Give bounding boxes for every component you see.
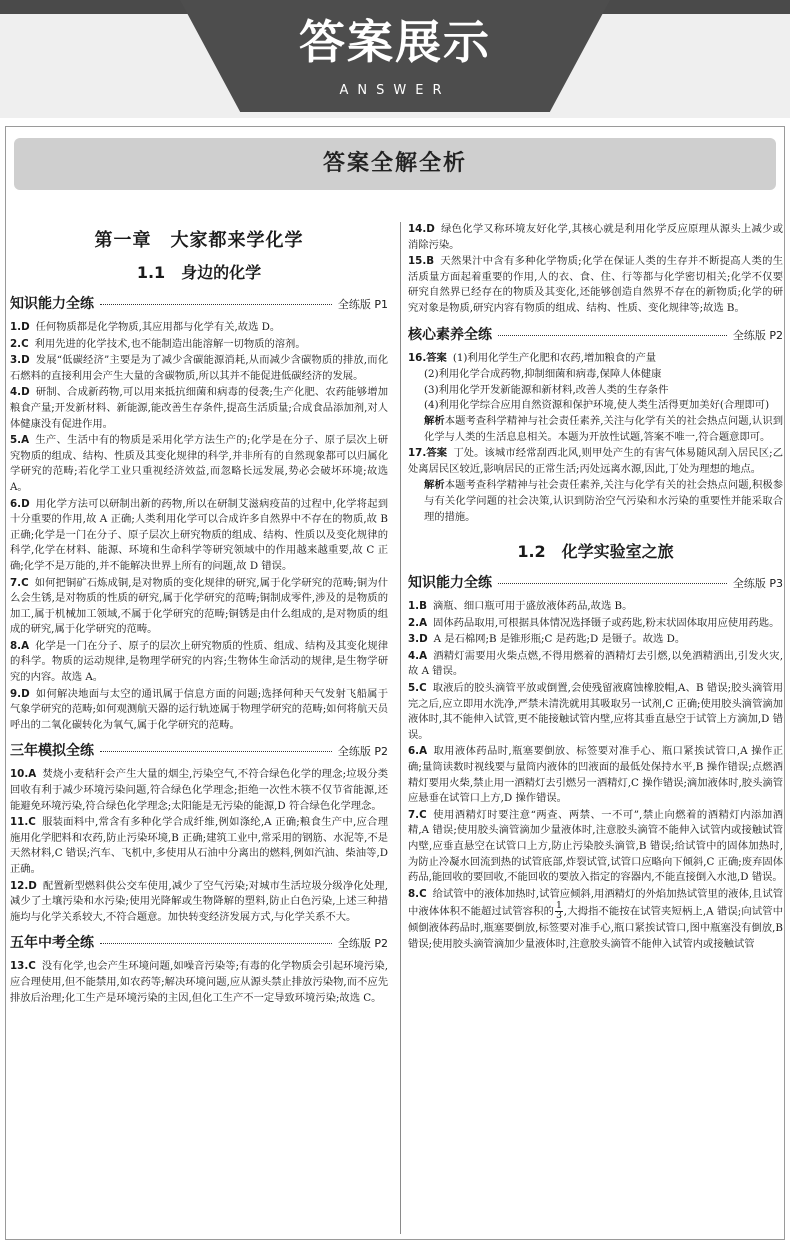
answer-text: 酒精灯需要用火柴点燃,不得用燃着的酒精灯去引燃,以免酒精洒出,引发火灾,故 A 错误。 (408, 649, 783, 678)
answer-item (408, 222, 783, 253)
answer-item-17 (408, 446, 783, 477)
answer-item (10, 815, 388, 877)
answer-item (10, 320, 388, 336)
answer-number: 2.C (10, 337, 29, 350)
answer-number: 4.A (408, 649, 428, 662)
answer-banner (0, 0, 790, 118)
answer-item (408, 681, 783, 743)
answer-item (408, 808, 783, 886)
answer-number: 9.D (10, 687, 30, 700)
answer-list (10, 767, 388, 925)
answer-item (408, 649, 783, 680)
answer-text: 丁处。该城市经常刮西北风,则甲处产生的有害气体易随风刮入居民区;乙处离居民区较近,影响居民的正常生活;丙处远离水源,因此,丁处为理想的地点。 (408, 447, 783, 475)
answer-item (10, 576, 388, 638)
answer-item (10, 687, 388, 734)
answer-text: 取液后的胶头滴管平放或倒置,会使残留液腐蚀橡胶帽,A、B 错误;胶头滴管用完之后,应立即用水洗净,严禁未清洗就用其吸取另一试剂,C 正确;使用胶头滴管滴加液体时,其不能伸入试管,更不能接触试管内壁,应将其垂直悬空于试管上方滴加,D 错误。 (408, 682, 783, 741)
chapter-title: 第一章 大家都来学化学 (94, 230, 304, 251)
answer-item (408, 744, 783, 806)
section-header-title: 知识能力全练 (10, 296, 94, 312)
answer-item (408, 254, 783, 316)
answer-line: (3)利用化学开发新能源和新材料,改善人类的生存条件 (424, 383, 669, 396)
answer-item (408, 632, 783, 648)
answer-text: 发展“低碳经济”主要是为了减少含碳能源消耗,从而减少含碳物质的排放,而化石燃料的直接利用会产生大量的含碳物质,所以其并不能促进低碳经济的发展。 (10, 354, 388, 382)
answer-text: 生产、生活中有的物质是采用化学方法生产的;化学是在分子、原子层次上研究物质的组成、结构、性质及其变化规律的科学,并非所有的自然现象都可以归属化学研究的范畴;若化学工业只重视经济效益,而忽略长远发展,势必会破坏环境;故选 A。 (10, 434, 388, 493)
analysis-16 (408, 414, 783, 445)
answer-text: 服装面料中,常含有多种化学合成纤维,例如涤纶,A 正确;粮食生产中,应合理施用化学肥料和农药,防止污染环境,B 正确;建筑工业中,常采用的钢筋、水泥等,不是天然材料,C 错误;汽车、飞机中,多使用从石油中分离出的燃料,例如汽油、柴油等,D 正确。 (10, 816, 388, 875)
dotted-leader (100, 304, 332, 305)
right-column (408, 222, 783, 954)
answer-item-16 (408, 351, 783, 367)
analysis-17 (408, 478, 783, 525)
section-header-title: 三年模拟全练 (10, 743, 94, 760)
answer-number: 1.D (10, 321, 30, 333)
answer-item (10, 879, 388, 926)
answer-text: 如何解决地面与太空的通讯属于信息方面的问题;选择何种天气发射飞船属于气象学研究的范畴;如何观测航天器的运行轨迹属于物理学研究的范畴;如何将航天员呼出的二氧化碳转化为氧气,属于化学研究的范畴。 (10, 687, 388, 731)
answer-number: 16. (408, 351, 427, 364)
answer-item (10, 385, 388, 432)
section-header-core (408, 324, 783, 344)
answer-number: 7.C (408, 808, 427, 821)
answer-text: 固体药品取用,可根据具体情况选择镊子或药匙,粉末状固体取用应使用药匙。 (433, 616, 780, 629)
column-divider (400, 222, 401, 1234)
answer-text: ,大拇指不能按在试管夹短柄上,A 错误;向试管中倾倒液体药品时,瓶塞要倒放,标签要对准手心,瓶口紧挨试管口,图中瓶塞没有倒放,B 错误;使用胶头滴管滴加少量液体时,注意胶头滴管不能伸入试管内或接触试管 (408, 905, 784, 950)
section-header-version: 全练版 P3 (732, 577, 783, 591)
answer-number: 13.C (10, 960, 36, 973)
dotted-leader (498, 335, 727, 336)
answer-item (10, 337, 388, 353)
answer-item (10, 433, 388, 495)
answer-text: 任何物质都是化学物质,其应用都与化学有关,故选 D。 (35, 321, 281, 333)
answer-number: 11.C (10, 816, 36, 829)
section-header-five-year (10, 932, 388, 952)
answer-label: 答案 (426, 447, 448, 460)
answer-text: 滴瓶、细口瓶可用于盛放液体药品,故选 B。 (432, 600, 633, 613)
answer-number: 17. (408, 447, 427, 460)
fraction-numerator: 1 (556, 901, 562, 912)
section-title-1-2: 1.2 化学实验室之旅 (517, 542, 674, 562)
answer-text: 给试管中的液体加热时,试管应倾斜,用酒精灯的外焰加热试管里的液体,且试管中液体体积不能超过试管容积的 (408, 887, 783, 918)
answer-number: 7.C (10, 576, 29, 589)
answer-number: 3.D (408, 633, 428, 646)
answer-text: 研制、合成新药物,可以用来抵抗细菌和病毒的侵袭;生产化肥、农药能够增加粮食产量;开发新材料、新能源,能改善生存条件,提高生活质量;合成食品添加剂,对人体健康没有促进作用。 (10, 386, 388, 430)
answer-text: 天然果汁中含有多种化学物质;化学在保证人类的生存并不断提高人类的生活质量方面起着重要的作用,人的衣、食、住、行等都与化学密切相关;化学不仅要研究自然界已经存在的物质及其变化,还能够创造自然界不存在的新物质;化学的研究对象是物质,研究内容有物质的组成、结构、性质、变化规律等;故选 B。 (408, 255, 783, 314)
answer-number: 4.D (10, 386, 30, 399)
answer-item (10, 639, 388, 686)
analysis-text: 本题考查科学精神与社会责任素养,关注与化学有关的社会热点问题,认识到化学与人类的生活息息相关。本题为开放性试题,答案不唯一,符合题意即可。 (424, 414, 784, 443)
section-title-1-1: 1.1 身边的化学 (136, 263, 262, 282)
section-header-version: 全练版 P2 (337, 745, 388, 759)
banner-subtitle: ANSWER (339, 83, 451, 98)
answer-text: 焚烧小麦秸秆会产生大量的烟尘,污染空气,不符合绿色化学的理念;垃圾分类回收有利于减少环境污染问题,符合绿色化学理念;拒绝一次性木筷不仅节省能源,还能避免环境污染,符合绿色化学理念;太阳能是无污染的能源,D 符合绿色化学理念。 (10, 768, 388, 812)
fraction (555, 902, 563, 921)
answer-item (10, 353, 388, 384)
answer-number: 14.D (408, 223, 435, 235)
banner-title: 答案展示 (299, 15, 491, 69)
answer-text: 配置新型燃料供公交车使用,减少了空气污染;对城市生活垃圾分级净化处理,减少了土壤污染和水污染;使用光降解或生物降解的塑料,防止白色污染,上述三种措施均与化学关系较大,不符合题意。加快转变经济发展方式,与化学关系不大。 (10, 879, 388, 923)
left-column (10, 222, 388, 1007)
answer-number: 8.C (408, 887, 427, 900)
answer-line: (4)利用化学综合应用自然资源和保护环境,使人类生活得更加美好(合理即可) (424, 399, 770, 412)
answer-text: 没有化学,也会产生环境问题,如噪音污染等;有毒的化学物质会引起环境污染,应合理使用,但不能禁用,如农药等;解决环境问题,应从源头禁止排放污染物,而不应先排放后治理;化工生产是环境污染的主因,但化工生产不一定导致环境污染;故选 C。 (10, 960, 388, 1004)
answer-list (408, 599, 783, 886)
answer-number: 15.B (408, 255, 435, 268)
dotted-leader (498, 583, 727, 584)
answer-list (10, 320, 388, 733)
answer-text: A 是石棉网;B 是锥形瓶;C 是药匙;D 是镊子。故选 D。 (433, 633, 686, 646)
answer-list (408, 222, 783, 317)
answer-number: 5.A (10, 434, 30, 447)
answer-text: 使用酒精灯时要注意“两查、两禁、一不可”,禁止向燃着的酒精灯内添加酒精,A 错误;使用胶头滴管滴加少量液体时,注意胶头滴管不能伸入试管内或接触试管内壁,应垂直悬空在试管口上方,防止污染胶头滴管,B 错误;给试管中的固体加热时,为防止冷凝水回流到热的试管底部,炸裂试管,试管口应略向下倾斜,C 正确;废弃固体药品,能回收的要回收,不能回收的要放入指定的容器内,不能直接倒入水池,D 错误。 (408, 808, 783, 884)
answer-text: 化学是一门在分子、原子的层次上研究物质的性质、组成、结构及其变化规律的科学。物质的运动规律,是物理学研究的内容;生物体生命活动的规律,是生物学研究的内容。故选 A。 (10, 639, 388, 684)
section-header-knowledge-2 (408, 572, 783, 592)
answer-number: 10.A (10, 768, 37, 781)
answer-text: 取用液体药品时,瓶塞要倒放、标签要对准手心、瓶口紧挨试管口,A 操作正确;量筒读数时视线要与量筒内液体的凹液面的最低处保持水平,B 操作错误;点燃酒精灯要用火柴,禁止用一酒精灯去引燃另一酒精灯,C 操作错误;滴加液体时,胶头滴管应悬垂在试管口上方,D 操作错误。 (408, 745, 783, 805)
answer-number: 12.D (10, 879, 37, 892)
answer-item (408, 616, 783, 632)
page-header: 答案全解全析 (14, 138, 776, 190)
answer-text: 绿色化学又称环境友好化学,其核心就是利用化学反应原理从源头上减少或消除污染。 (408, 223, 783, 251)
answer-line: (1)利用化学生产化肥和农药,增加粮食的产量 (452, 351, 657, 364)
answer-item (10, 767, 388, 814)
answer-text: 用化学方法可以研制出新的药物,所以在研制艾滋病疫苗的过程中,化学将起到十分重要的作用,故 A 正确;人类利用化学可以合成许多自然界中不存在的物质,故 B 正确;化学是一门在分子、原子层次上研究物质的组成、结构、性质以及变化规律的科学,化学在材料、能源、环境和生命科学等研究领域中的作用越来越重要,故 C 正确;化学不是万能的,并不能解决世界上所有的问题,故 D 错误。 (10, 497, 388, 572)
dotted-leader (100, 751, 332, 752)
section-header-version: 全练版 P2 (337, 937, 388, 951)
section-header-version: 全练版 P2 (732, 328, 783, 342)
answer-list (10, 959, 388, 1006)
answer-number: 5.C (408, 682, 427, 695)
answer-number: 6.A (408, 745, 428, 758)
section-header-three-year (10, 740, 388, 760)
section-header-title: 知识能力全练 (408, 575, 492, 592)
answer-text: 利用先进的化学技术,也不能制造出能溶解一切物质的溶剂。 (34, 337, 306, 350)
analysis-text: 本题考查科学精神与社会责任素养,关注与化学有关的社会热点问题,积极参与有关化学问题的社会决策,认识到防治空气污染和水污染的重要性并能采取合理的措施。 (424, 479, 784, 523)
section-header-title: 核心素养全练 (408, 326, 492, 343)
answer-item-8c (408, 887, 783, 953)
answer-number: 2.A (408, 616, 428, 629)
answer-line: (2)利用化学合成药物,抑制细菌和病毒,保障人体健康 (424, 368, 662, 381)
answer-item (10, 959, 388, 1006)
section-header-title: 五年中考全练 (10, 935, 94, 952)
answer-label: 答案 (426, 351, 447, 364)
answer-text: 如何把铜矿石炼成铜,是对物质的变化规律的研究,属于化学研究的范畴;铜为什么会生锈,是对物质的性质的研究,属于化学研究的范畴;铜制成零件,涉及的是物质的加工,属于机械加工领域,不属于化学研究的范畴;铜锈是由什么组成的,是对物质的组成的研究,属于化学研究的范畴。 (10, 576, 388, 636)
section-header-knowledge (10, 293, 388, 313)
dotted-leader (100, 943, 332, 944)
analysis-label: 解析 (424, 414, 445, 427)
answer-item (10, 497, 388, 575)
answer-number: 1.B (408, 600, 427, 613)
answer-number: 6.D (10, 497, 30, 510)
analysis-label: 解析 (424, 479, 445, 492)
answer-number: 8.A (10, 639, 30, 652)
fraction-denominator: 3 (556, 911, 562, 922)
answer-number: 3.D (10, 354, 30, 367)
section-header-version: 全练版 P1 (337, 298, 388, 311)
answer-item (408, 599, 783, 615)
